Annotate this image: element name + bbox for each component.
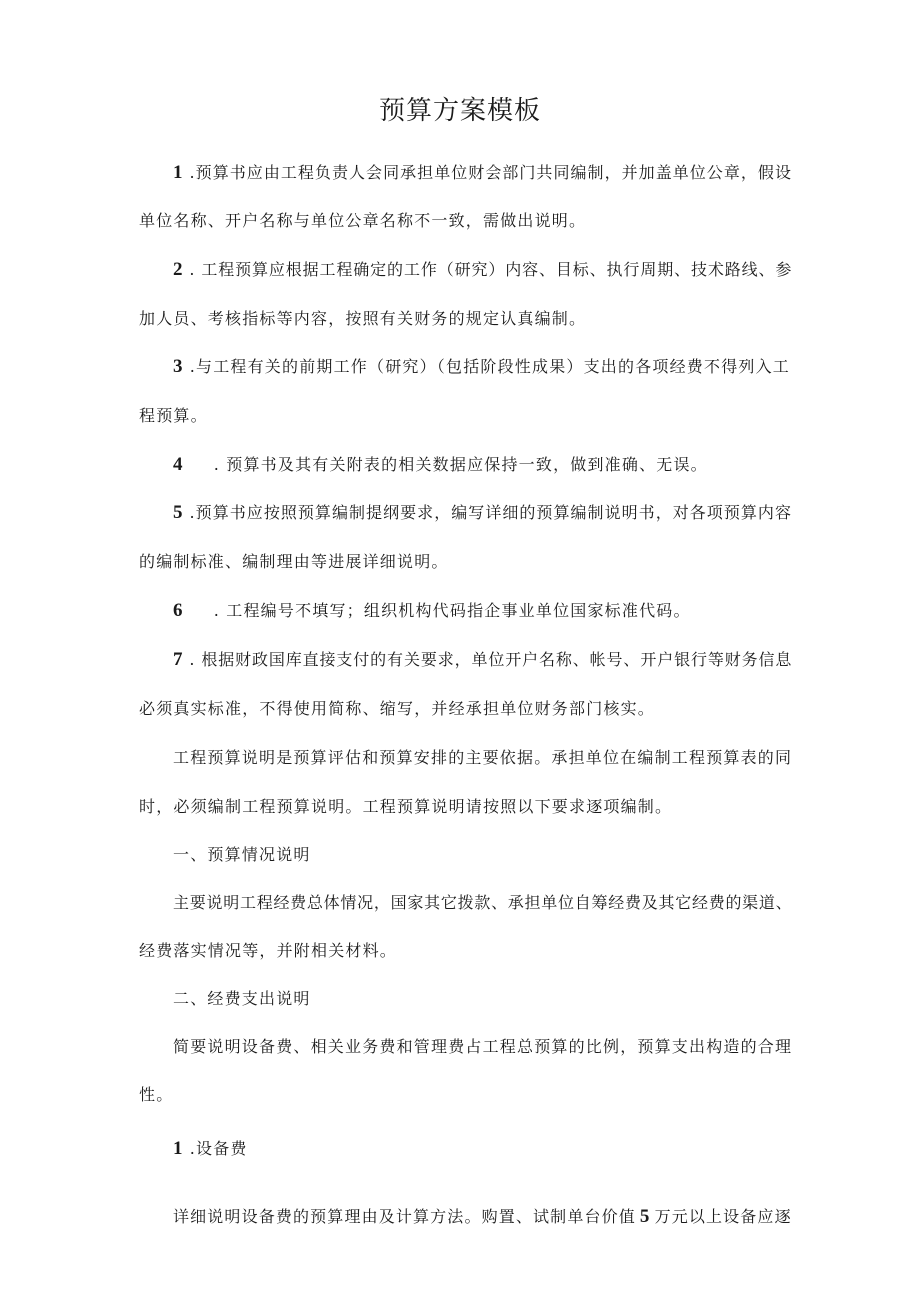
item-1-line-2: 单位名称、开户名称与单位公章名称不一致，需做出说明。	[139, 211, 587, 230]
equipment-amount: 5	[639, 1206, 651, 1227]
item-number: 4	[173, 454, 184, 475]
item-2-line-1	[173, 258, 792, 282]
item-text: .与工程有关的前期工作（研究）（包括阶段性成果）支出的各项经费不得列入工	[189, 357, 790, 376]
item-text: . 根据财政国库直接支付的有关要求，单位开户名称、帐号、开户银行等财务信息	[189, 650, 793, 669]
subsection-1-heading	[173, 1137, 248, 1161]
item-text: . 工程编号不填写；组织机构代码指企事业单位国家标准代码。	[213, 601, 691, 620]
item-number: 1	[173, 162, 184, 183]
intro-line-2: 时，必须编制工程预算说明。工程预算说明请按照以下要求逐项编制。	[139, 797, 673, 816]
equipment-description-line	[173, 1205, 792, 1229]
item-2-line-2: 加人员、考核指标等内容，按照有关财务的规定认真编制。	[139, 309, 587, 328]
equipment-text-pre: 详细说明设备费的预算理由及计算方法。购置、试制单台价值	[173, 1207, 636, 1226]
item-3-line-2: 程预算。	[139, 406, 208, 425]
item-1-line-1	[173, 161, 792, 185]
section-1-line-1: 主要说明工程经费总体情况，国家其它拨款、承担单位自筹经费及其它经费的渠道、	[173, 893, 793, 912]
section-2-heading: 二、经费支出说明	[173, 989, 311, 1008]
item-4-line-1	[173, 453, 708, 477]
item-5-line-1	[173, 501, 792, 525]
item-text: .预算书应按照预算编制提纲要求，编写详细的预算编制说明书，对各项预算内容	[189, 503, 792, 522]
item-text: . 工程预算应根据工程确定的工作（研究）内容、目标、执行周期、技术路线、参	[189, 260, 793, 279]
equipment-text-post: 万元以上设备应逐	[654, 1207, 792, 1226]
item-number: 2	[173, 259, 184, 280]
item-number: 5	[173, 502, 184, 523]
item-5-line-2: 的编制标准、编制理由等进展详细说明。	[139, 552, 449, 571]
document-title: 预算方案模板	[378, 96, 541, 126]
section-2-line-2: 性。	[139, 1085, 174, 1104]
subsection-number: 1	[173, 1138, 184, 1159]
intro-line-1: 工程预算说明是预算评估和预算安排的主要依据。承担单位在编制工程预算表的同	[173, 748, 793, 767]
item-text: . 预算书及其有关附表的相关数据应保持一致，做到准确、无误。	[213, 455, 708, 474]
item-3-line-1	[173, 355, 790, 379]
section-1-line-2: 经费落实情况等，并附相关材料。	[139, 941, 398, 960]
item-number: 7	[173, 649, 184, 670]
item-number: 3	[173, 356, 184, 377]
item-number: 6	[173, 600, 184, 621]
subsection-label: .设备费	[189, 1139, 248, 1158]
item-7-line-2: 必须真实标准，不得使用简称、缩写，并经承担单位财务部门核实。	[139, 699, 656, 718]
item-6-line-1	[173, 599, 691, 623]
item-text: .预算书应由工程负责人会同承担单位财会部门共同编制，并加盖单位公章，假设	[189, 163, 792, 182]
section-1-heading: 一、预算情况说明	[173, 845, 311, 864]
item-7-line-1	[173, 648, 792, 672]
section-2-line-1: 简要说明设备费、相关业务费和管理费占工程总预算的比例，预算支出构造的合理	[173, 1037, 793, 1056]
